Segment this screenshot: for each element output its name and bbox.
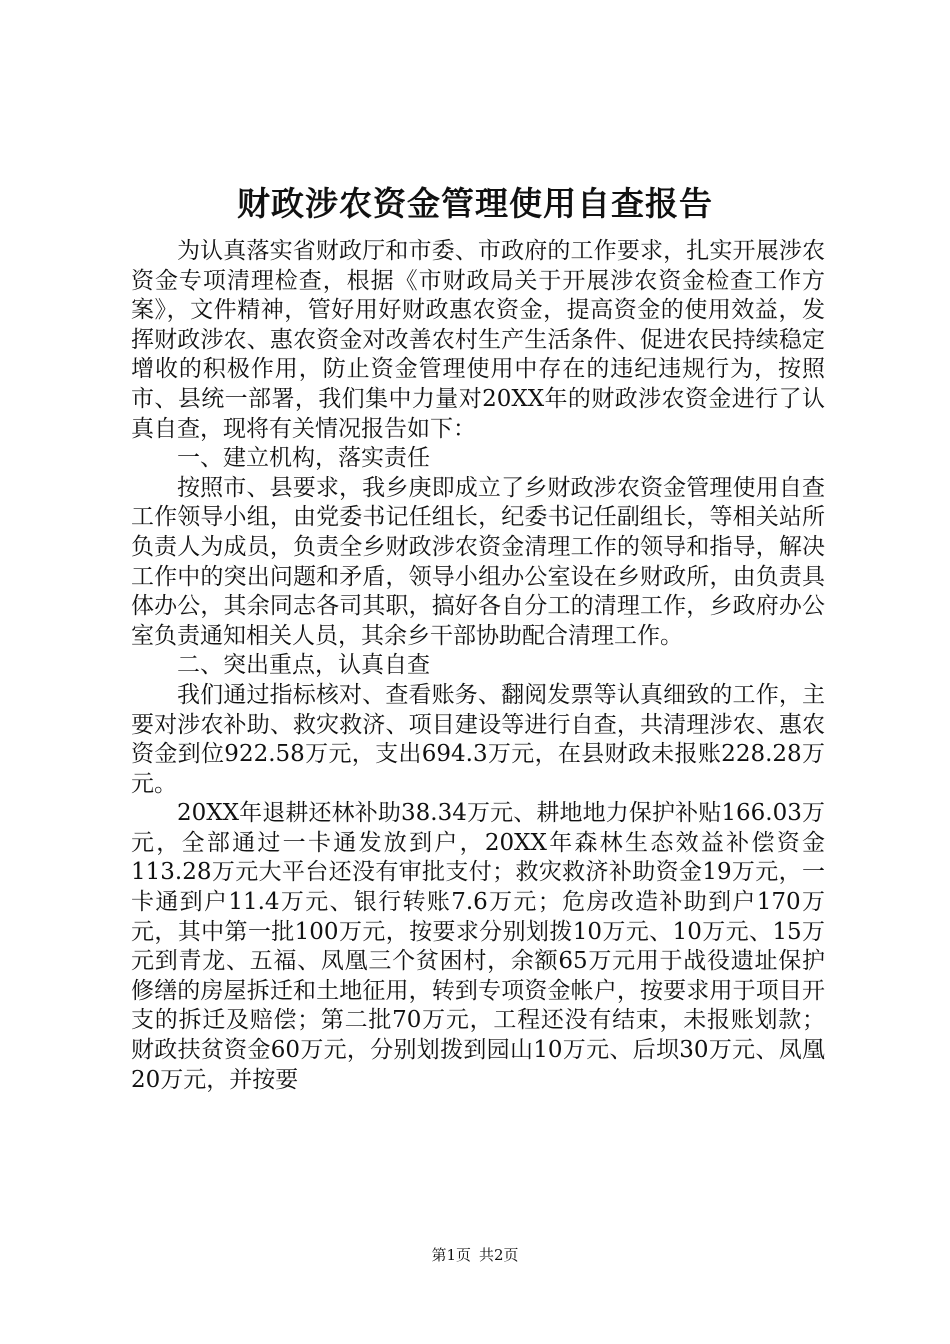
document-title: 财政涉农资金管理使用自查报告: [237, 184, 713, 223]
document-body: [131, 237, 825, 1095]
page-footer: [0, 1245, 950, 1265]
paragraph-intro: 为认真落实省财政厅和市委、市政府的工作要求，扎实开展涉农资金专项清理检查，根据《市财政局关于开展涉农资金检查工作方案》，文件精神，管好用好财政惠农资金，提高资金的使用效益，发挥财政涉农、惠农资金对改善农村生产生活条件、促进农民持续稳定增收的积极作用，防止资金管理使用中存在的违纪违规行为，按照市、县统一部署，我们集中力量对20XX年的财政涉农资金进行了认真自查，现将有关情况报告如下：: [131, 238, 825, 442]
paragraph-funds-detail: 20XX年退耕还林补助38.34万元、耕地地力保护补贴166.03万元，全部通过一卡通发放到户，20XX年森林生态效益补偿资金113.28万元大平台还没有审批支付；救灾救济补助资金19万元，一卡通到户11.4万元、银行转账7.6万元；危房改造补助到户170万元，其中第一批100万元，按要求分别划拨10万元、10万元、15万元到青龙、五福、凤凰三个贫困村，余额65万元用于战役遗址保护修缮的房屋拆迁和土地征用，转到专项资金帐户，按要求用于项目开支的拆迁及赔偿；第二批70万元，工程还没有结束，未报账划款；财政扶贫资金60万元，分别划拨到园山10万元、后坝30万元、凤凰20万元，并按要: [131, 800, 825, 1093]
section-heading-1: 一、建立机构，落实责任: [177, 445, 430, 472]
paragraph-section-2: 我们通过指标核对、查看账务、翻阅发票等认真细致的工作，主要对涉农补助、救灾救济、项目建设等进行自查，共清理涉农、惠农资金到位922.58万元，支出694.3万元，在县财政未报账228.28万元。: [131, 681, 825, 797]
page-number: 第1页: [431, 1246, 471, 1264]
section-heading-2: 二、突出重点，认真自查: [177, 652, 430, 679]
page-total: 共2页: [479, 1246, 519, 1264]
paragraph-section-1: 按照市、县要求，我乡庚即成立了乡财政涉农资金管理使用自查工作领导小组，由党委书记任组长，纪委书记任副组长，等相关站所负责人为成员，负责全乡财政涉农资金清理工作的领导和指导，解决工作中的突出问题和矛盾，领导小组办公室设在乡财政所，由负责具体办公，其余同志各司其职，搞好各自分工的清理工作，乡政府办公室负责通知相关人员，其余乡干部协助配合清理工作。: [131, 474, 825, 649]
